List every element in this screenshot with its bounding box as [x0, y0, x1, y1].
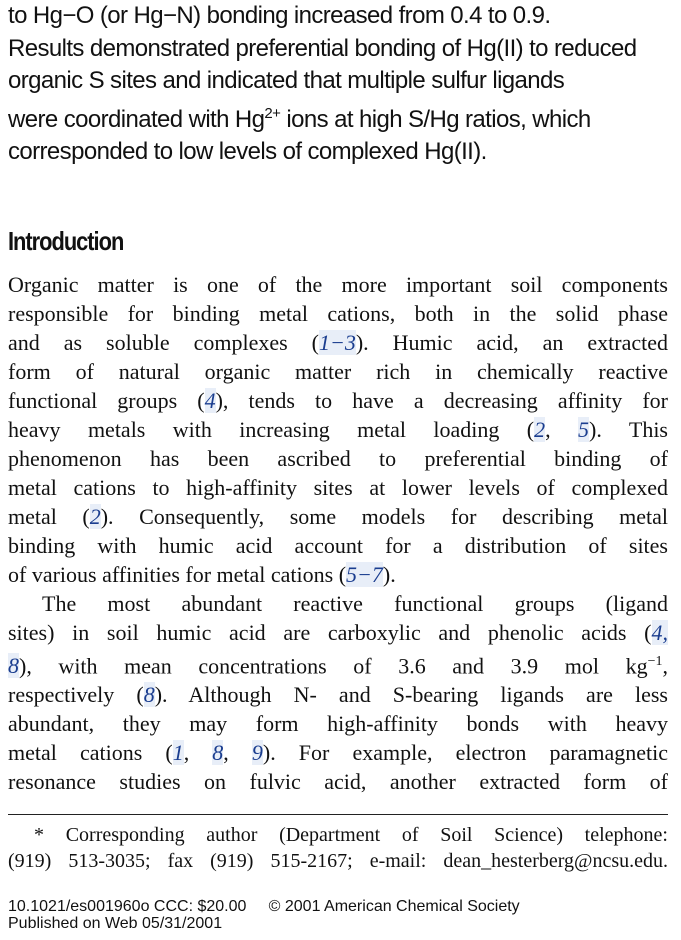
corresponding-author-footnote: [8, 822, 668, 874]
abstract-line: corresponded to low levels of complexed Hg(II).: [8, 138, 487, 165]
abstract-line: organic S sites and indicated that multiple sulfur ligands: [8, 67, 565, 94]
citation-link[interactable]: 1: [172, 740, 184, 766]
citation-link[interactable]: 8: [143, 682, 155, 708]
footnote-divider: [8, 814, 668, 815]
body-line: binding with humic acid account for a distribution of sites: [8, 533, 668, 558]
citation-link[interactable]: 4: [204, 388, 216, 413]
body-line: of various affinities for metal cations (5−7).: [8, 562, 396, 587]
abstract-line: to Hg−O (or Hg−N) bonding increased from 0.4 to 0.9.: [8, 2, 551, 29]
body-line: sites) in soil humic acid are carboxylic and phenolic acids (4,: [8, 620, 668, 645]
body-line: metal cations (1, 8, 9). For example, electron paramagnetic: [8, 740, 668, 766]
citation-link[interactable]: 8: [212, 740, 224, 766]
body-line: and as soluble complexes (1−3). Humic acid, an extracted: [8, 330, 668, 355]
body-line: heavy metals with increasing metal loading (2, 5). This: [8, 417, 668, 442]
body-line: form of natural organic matter rich in chemically reactive: [8, 359, 668, 384]
citation-link[interactable]: 5−7: [346, 562, 383, 587]
citation-link[interactable]: 8: [8, 653, 19, 679]
copyright-text: © 2001 American Chemical Society: [268, 898, 520, 915]
footnote-line: (919) 513-3035; fax (919) 515-2167; e-mail: dean_hesterberg@ncsu.edu.: [8, 850, 668, 872]
section-heading-introduction: Introduction: [8, 226, 124, 256]
citation-link[interactable]: 2: [534, 417, 546, 442]
body-line: functional groups (4), tends to have a decreasing affinity for: [8, 388, 668, 413]
footnote-line: * Corresponding author (Department of Soil Science) telephone:: [34, 824, 668, 846]
body-line: metal (2). Consequently, some models for describing metal: [8, 504, 668, 529]
published-date: Published on Web 05/31/2001: [8, 915, 223, 932]
abstract-line: were coordinated with $Hg^{2+}$ ions at high S/Hg ratios, which: [8, 104, 591, 133]
doi-row: [8, 898, 520, 915]
body-line: resonance studies on fulvic acid, another extracted form of: [8, 769, 668, 795]
citation-link[interactable]: 1−3: [318, 330, 356, 355]
body-line: The most abundant reactive functional groups (ligand: [42, 591, 668, 616]
abstract-text: [8, 0, 673, 169]
body-line: respectively (8). Although N- and S-bearing ligands are less: [8, 682, 668, 708]
body-line: phenomenon has been ascribed to preferential binding of: [8, 446, 668, 471]
citation-link[interactable]: 2: [89, 504, 101, 529]
abstract-line: Results demonstrated preferential bonding of Hg(II) to reduced: [8, 34, 637, 62]
citation-link[interactable]: 4,: [651, 620, 668, 645]
citation-link[interactable]: 5: [578, 417, 590, 442]
body-line: 8), with mean concentrations of 3.6 and 3.9 mol $kg^{-1}$,: [8, 653, 668, 679]
body-line: responsible for binding metal cations, both in the solid phase: [8, 301, 668, 326]
body-line: abundant, they may form high-affinity bonds with heavy: [8, 711, 668, 737]
citation-link[interactable]: 9: [251, 740, 263, 766]
body-line: metal cations to high-affinity sites at lower levels of complexed: [8, 475, 668, 500]
introduction-body: [8, 270, 668, 796]
body-line: Organic matter is one of the more important soil components: [8, 272, 668, 297]
publication-info: [8, 898, 520, 932]
doi-text: 10.1021/es001960o CCC: $20.00: [8, 898, 247, 915]
